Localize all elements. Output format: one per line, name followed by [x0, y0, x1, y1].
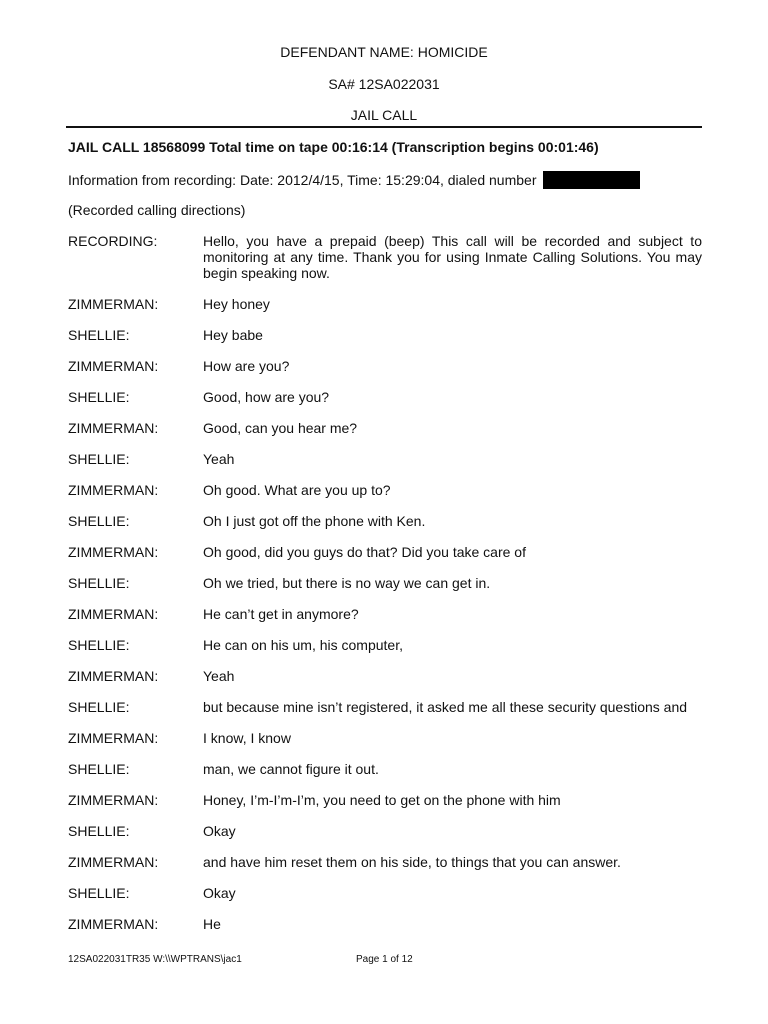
- document-type-heading: JAIL CALL: [350, 107, 418, 123]
- transcript-row: [68, 823, 702, 839]
- sa-number-heading: SA# 12SA022031: [328, 76, 440, 92]
- speaker-label: ZIMMERMAN:: [68, 482, 159, 498]
- utterance-text: Honey, I’m-I’m-I’m, you need to get on the phone with him: [203, 792, 561, 808]
- header-divider: [66, 126, 702, 128]
- speaker-label: SHELLIE:: [68, 699, 130, 715]
- utterance-text: Hey babe: [203, 327, 263, 343]
- transcript-row: [68, 420, 702, 436]
- utterance-text: but because mine isn’t registered, it asked me all these security questions and: [203, 699, 688, 715]
- transcript-row: [68, 699, 702, 715]
- defendant-name-heading: DEFENDANT NAME: HOMICIDE: [280, 44, 488, 60]
- speaker-label: ZIMMERMAN:: [68, 420, 159, 436]
- speaker-label: ZIMMERMAN:: [68, 916, 159, 932]
- utterance-text: Oh we tried, but there is no way we can get in.: [203, 575, 491, 591]
- speaker-label: ZIMMERMAN:: [68, 792, 159, 808]
- transcript-row: [68, 916, 702, 932]
- speaker-label: ZIMMERMAN:: [68, 296, 159, 312]
- footer-page-number: Page 1 of 12: [356, 954, 413, 965]
- utterance-text: He can’t get in anymore?: [203, 606, 359, 622]
- footer-file-reference: 12SA022031TR35 W:\\WPTRANS\jac1: [68, 954, 242, 965]
- utterance-text: Hello, you have a prepaid (beep) This call will be recorded and subject to monitoring at any time. Thank you for using Inmate Calling Solutions. You may begin speaking now.: [203, 233, 702, 281]
- transcript-row: [68, 482, 702, 498]
- utterance-text: and have him reset them on his side, to things that you can answer.: [203, 854, 621, 870]
- transcript-row: [68, 885, 702, 901]
- speaker-label: ZIMMERMAN:: [68, 606, 159, 622]
- utterance-text: I know, I know: [203, 730, 291, 746]
- transcript-row: [68, 451, 702, 467]
- calling-directions-note: (Recorded calling directions): [68, 202, 246, 218]
- utterance-text: Yeah: [203, 451, 235, 467]
- recording-info-line: [68, 171, 640, 189]
- utterance-text: Good, can you hear me?: [203, 420, 358, 436]
- speaker-label: SHELLIE:: [68, 513, 130, 529]
- speaker-label: ZIMMERMAN:: [68, 544, 159, 560]
- utterance-text: Oh good, did you guys do that? Did you take care of: [203, 544, 526, 560]
- speaker-label: ZIMMERMAN:: [68, 730, 159, 746]
- speaker-label: SHELLIE:: [68, 823, 130, 839]
- utterance-text: Hey honey: [203, 296, 270, 312]
- utterance-text: How are you?: [203, 358, 290, 374]
- transcript-row: [68, 513, 702, 529]
- speaker-label: RECORDING:: [68, 233, 158, 249]
- speaker-label: SHELLIE:: [68, 885, 130, 901]
- speaker-label: SHELLIE:: [68, 389, 130, 405]
- transcript-row: [68, 575, 702, 591]
- speaker-label: ZIMMERMAN:: [68, 854, 159, 870]
- transcript-row: [68, 327, 702, 343]
- utterance-text: He: [203, 916, 221, 932]
- speaker-label: SHELLIE:: [68, 575, 130, 591]
- transcript-row: [68, 389, 702, 405]
- utterance-text: Oh I just got off the phone with Ken.: [203, 513, 426, 529]
- transcript-row: [68, 606, 702, 622]
- transcript-row: [68, 792, 702, 808]
- speaker-label: SHELLIE:: [68, 637, 130, 653]
- utterance-text: Oh good. What are you up to?: [203, 482, 391, 498]
- speaker-label: SHELLIE:: [68, 327, 130, 343]
- transcript-row: [68, 233, 702, 281]
- utterance-text: Okay: [203, 885, 236, 901]
- redacted-number-block: [543, 171, 640, 189]
- transcript-row: [68, 637, 702, 653]
- speaker-label: ZIMMERMAN:: [68, 668, 159, 684]
- speaker-label: SHELLIE:: [68, 451, 130, 467]
- transcript-row: [68, 854, 702, 870]
- utterance-text: man, we cannot figure it out.: [203, 761, 379, 777]
- speaker-label: ZIMMERMAN:: [68, 358, 159, 374]
- transcript-row: [68, 296, 702, 312]
- transcript-row: [68, 358, 702, 374]
- call-heading: JAIL CALL 18568099 Total time on tape 00:16:14 (Transcription begins 00:01:46): [68, 139, 599, 155]
- utterance-text: He can on his um, his computer,: [203, 637, 403, 653]
- transcript-row: [68, 761, 702, 777]
- recording-info-text: Information from recording: Date: 2012/4/15, Time: 15:29:04, dialed number: [68, 172, 537, 188]
- transcript-row: [68, 730, 702, 746]
- utterance-text: Good, how are you?: [203, 389, 330, 405]
- speaker-label: SHELLIE:: [68, 761, 130, 777]
- utterance-text: Okay: [203, 823, 236, 839]
- transcript-row: [68, 544, 702, 560]
- transcript-body: [68, 233, 702, 947]
- utterance-text: Yeah: [203, 668, 235, 684]
- transcript-row: [68, 668, 702, 684]
